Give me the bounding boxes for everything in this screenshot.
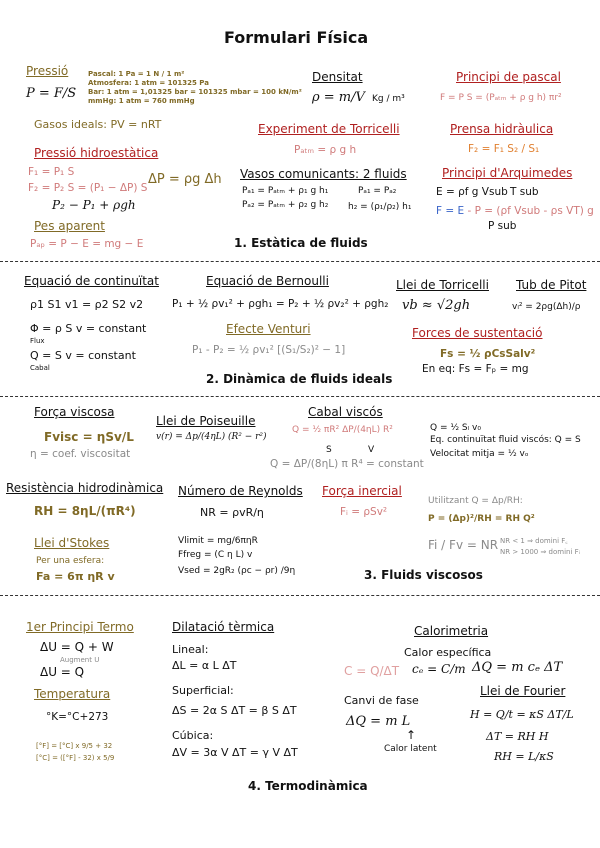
arquimedes-heading: Principi d'Arquimedes — [442, 166, 573, 180]
ratio-a: NR < 1 ⇒ domini F꜀ — [500, 537, 568, 545]
pascal-unit-4: mmHg: 1 atm = 760 mmHg — [88, 97, 195, 105]
hidro-heading: Pressió hidroestàtica — [34, 146, 159, 160]
torricelli-law-formula: vb ≈ √2gh — [402, 298, 471, 313]
cabal-v-label: V — [368, 445, 375, 455]
utilitzant-2: P = (Δp)²/RH = RH Q² — [428, 514, 535, 524]
venturi-formula: P₁ - P₂ = ½ ρv₁² [(S₁/S₂)² − 1] — [192, 344, 346, 356]
pascal-unit-3: Bar: 1 atm = 1,01325 bar = 101325 mbar = 100 kN/m² — [88, 88, 302, 96]
resistencia-heading: Resistència hidrodinàmica — [6, 481, 164, 495]
pascal-principle-heading: Principi de pascal — [456, 70, 561, 84]
viscosa-heading: Força viscosa — [34, 405, 115, 419]
reynolds-heading: Número de Reynolds — [178, 484, 303, 498]
canvi-fase-formula: ΔQ = m L — [346, 714, 411, 729]
stokes-heading: Llei d'Stokes — [34, 536, 110, 550]
latent-arrow-icon: ↑ — [406, 728, 417, 742]
stokes-line-1: Per una esfera: — [36, 556, 105, 566]
vasos-heading: Vasos comunicants: 2 fluids — [240, 167, 407, 181]
hidro-line-2: F₂ = P₂ S = (P₁ − ΔP) S — [28, 182, 148, 194]
canvi-fase-label: Canvi de fase — [344, 694, 419, 707]
cubica-formula: ΔV = 3α V ΔT = γ V ΔT — [172, 746, 298, 759]
sustentacio-formula: Fs = ½ ρCsSalv² — [440, 348, 536, 360]
lineal-formula: ΔL = α L ΔT — [172, 659, 237, 672]
hidro-line-1: F₁ = P₁ S — [28, 166, 75, 178]
cabal-formula-2: Q = ΔP/(8ηL) π R⁴ = constant — [270, 458, 424, 470]
hidro-big: ΔP = ρg Δh — [148, 172, 222, 187]
premsa-formula: F₂ = F₁ S₂ / S₁ — [468, 143, 540, 155]
vasos-line-1: Pₐ₁ = Pₐₜₘ + ρ₁ g h₁ — [242, 186, 329, 196]
calor-latent-label: Calor latent — [384, 744, 437, 754]
venturi-heading: Efecte Venturi — [226, 322, 311, 336]
lineal-label: Lineal: — [172, 643, 209, 656]
arquimedes-line-2b: - P = (ρf Vsub - ρs VT) g — [464, 205, 594, 217]
continuitat-heading: Equació de continuïtat — [24, 274, 159, 288]
ratio-b: NR > 1000 ⇒ domini Fᵢ — [500, 548, 580, 556]
torricelli-exp-formula: Pₐₜₘ = ρ g h — [294, 144, 357, 156]
temp-line-2: [°F] = [°C] x 9/5 + 32 — [36, 742, 113, 750]
pes-formula: Pₐₚ = P − E = mg − E — [30, 238, 144, 250]
densitat-unit: Kg / m³ — [372, 94, 405, 104]
dilatacio-heading: Dilatació tèrmica — [172, 620, 275, 634]
stokes-line-2: Fa = 6π ηR v — [36, 570, 115, 583]
gasos-ideals: Gasos ideals: PV = nRT — [34, 118, 162, 131]
cabal-formula: Q = ½ πR² ΔP/(4ηL) R² — [292, 425, 393, 435]
vasos-line-4: h₂ = (ρ₁/ρ₂) h₁ — [348, 202, 412, 212]
divider-3 — [0, 595, 600, 596]
densitat-heading: Densitat — [312, 70, 363, 84]
temperatura-heading: Temperatura — [34, 687, 111, 701]
pressio-formula: P = F/S — [26, 86, 77, 101]
sustentacio-heading: Forces de sustentació — [412, 326, 543, 340]
viscos-right-3: Velocitat mitja = ½ vₒ — [430, 449, 529, 459]
vlimit: Vlimit = mg/6πηR — [178, 536, 258, 546]
fourier-line-2: ΔT = RH H — [486, 730, 549, 743]
inercial-formula: Fᵢ = ρSv² — [340, 506, 388, 518]
arquimedes-line-1: E = ρf g Vsub — [436, 186, 508, 198]
ce-formula: cₑ = C/m — [412, 662, 466, 676]
pes-heading: Pes aparent — [34, 219, 105, 233]
ffreg: Ffreg = (C η L) v — [178, 550, 253, 560]
temp-line-3: [°C] = ([°F] - 32) x 5/9 — [36, 754, 115, 762]
section-4-title: 4. Termodinàmica — [248, 779, 368, 793]
continuitat-line-2: Φ = ρ S v = constant — [30, 322, 147, 335]
poiseuille-formula: v(r) = Δp/(4ηL) (R² − r²) — [156, 432, 267, 442]
pitot-formula: vₗ² = 2ρg(Δh)/ρ — [512, 302, 581, 312]
densitat-formula: ρ = m/V — [312, 90, 365, 105]
viscos-right-2: Eq. continuïtat fluid viscós: Q = S — [430, 435, 581, 445]
pressio-heading: Pressió — [26, 64, 69, 78]
torricelli-law-heading: Llei de Torricelli — [396, 278, 489, 292]
fourier-line-3: RH = L/κS — [494, 750, 554, 763]
superficial-formula: ΔS = 2α S ΔT = β S ΔT — [172, 704, 297, 717]
bernoulli-heading: Equació de Bernoulli — [206, 274, 329, 288]
continuitat-cabal: Cabal — [30, 364, 50, 372]
vsed: Vsed = 2gR₂ (ρc − ρr) /9η — [178, 566, 296, 576]
arquimedes-line-2a: F = E — [436, 205, 465, 217]
fourier-heading: Llei de Fourier — [480, 684, 566, 698]
continuitat-flux: Flux — [30, 337, 45, 345]
divider-1 — [0, 261, 600, 262]
viscosa-coef: η = coef. viscositat — [30, 448, 131, 460]
principi-termo-heading: 1er Principi Termo — [26, 620, 134, 634]
inercial-heading: Força inercial — [322, 484, 402, 498]
reynolds-formula: NR = ρvR/η — [200, 506, 264, 519]
torricelli-exp-heading: Experiment de Torricelli — [258, 122, 400, 136]
temp-line-1: °K=°C+273 — [46, 711, 109, 723]
arquimedes-line-1b: T sub — [510, 186, 539, 198]
pascal-unit-2: Atmosfera: 1 atm = 101325 Pa — [88, 79, 209, 87]
cubica-label: Cúbica: — [172, 729, 214, 742]
arquimedes-line-3: P sub — [488, 220, 517, 232]
arquimedes-line-2 — [436, 205, 594, 217]
c-formula: C = Q/ΔT — [344, 664, 400, 678]
section-2-title: 2. Dinàmica de fluids ideals — [206, 372, 393, 386]
fourier-line-1: H = Q/t = κS ΔT/L — [470, 708, 574, 721]
premsa-heading: Prensa hidràulica — [450, 122, 554, 136]
viscos-right-1: Q = ½ Sₗ v₀ — [430, 423, 481, 433]
principi-augment: Augment U — [60, 656, 100, 664]
pascal-principle-formula: F = P S = (Pₐₜₘ + ρ g h) πr² — [440, 93, 562, 103]
utilitzant-1: Utilitzant Q = Δp/RH: — [428, 496, 523, 506]
divider-2 — [0, 396, 600, 397]
page-title: Formulari Física — [224, 28, 369, 47]
poiseuille-heading: Llei de Poiseuille — [156, 414, 256, 428]
vasos-line-3: Pₐ₁ = Pₐ₂ — [358, 186, 397, 196]
principi-line-2: ΔU = Q — [40, 665, 85, 679]
resistencia-formula: RH = 8ηL/(πR⁴) — [34, 504, 136, 518]
hidro-line-3: P₂ − P₁ + ρgh — [52, 198, 136, 212]
viscosa-formula: Fvisc = ηSv/L — [44, 430, 134, 444]
calorimetria-heading: Calorimetria — [414, 624, 489, 638]
vasos-line-2: Pₐ₂ = Pₐₜₘ + ρ₂ g h₂ — [242, 200, 329, 210]
bernoulli-formula: P₁ + ½ ρv₁² + ρgh₁ = P₂ + ½ ρv₂² + ρgh₂ — [172, 298, 389, 310]
cabal-heading: Cabal viscós — [308, 405, 383, 419]
cabal-s-label: S — [326, 445, 332, 455]
section-3-title: 3. Fluids viscosos — [364, 568, 483, 582]
section-1-title: 1. Estàtica de fluids — [234, 236, 368, 250]
continuitat-line-1: ρ1 S1 v1 = ρ2 S2 v2 — [30, 298, 144, 311]
superficial-label: Superficial: — [172, 684, 234, 697]
principi-line-1: ΔU = Q + W — [40, 640, 114, 654]
ratio-formula: Fi / Fv = NR — [428, 538, 499, 552]
continuitat-line-3: Q = S v = constant — [30, 349, 136, 362]
calor-especifica-label: Calor específica — [404, 646, 492, 659]
pascal-unit-1: Pascal: 1 Pa = 1 N / 1 m² — [88, 70, 185, 78]
sustentacio-eq: En eq: Fs = Fₚ = mg — [422, 363, 529, 375]
pitot-heading: Tub de Pitot — [516, 278, 587, 292]
dq-formula: ΔQ = m cₑ ΔT — [472, 660, 563, 675]
